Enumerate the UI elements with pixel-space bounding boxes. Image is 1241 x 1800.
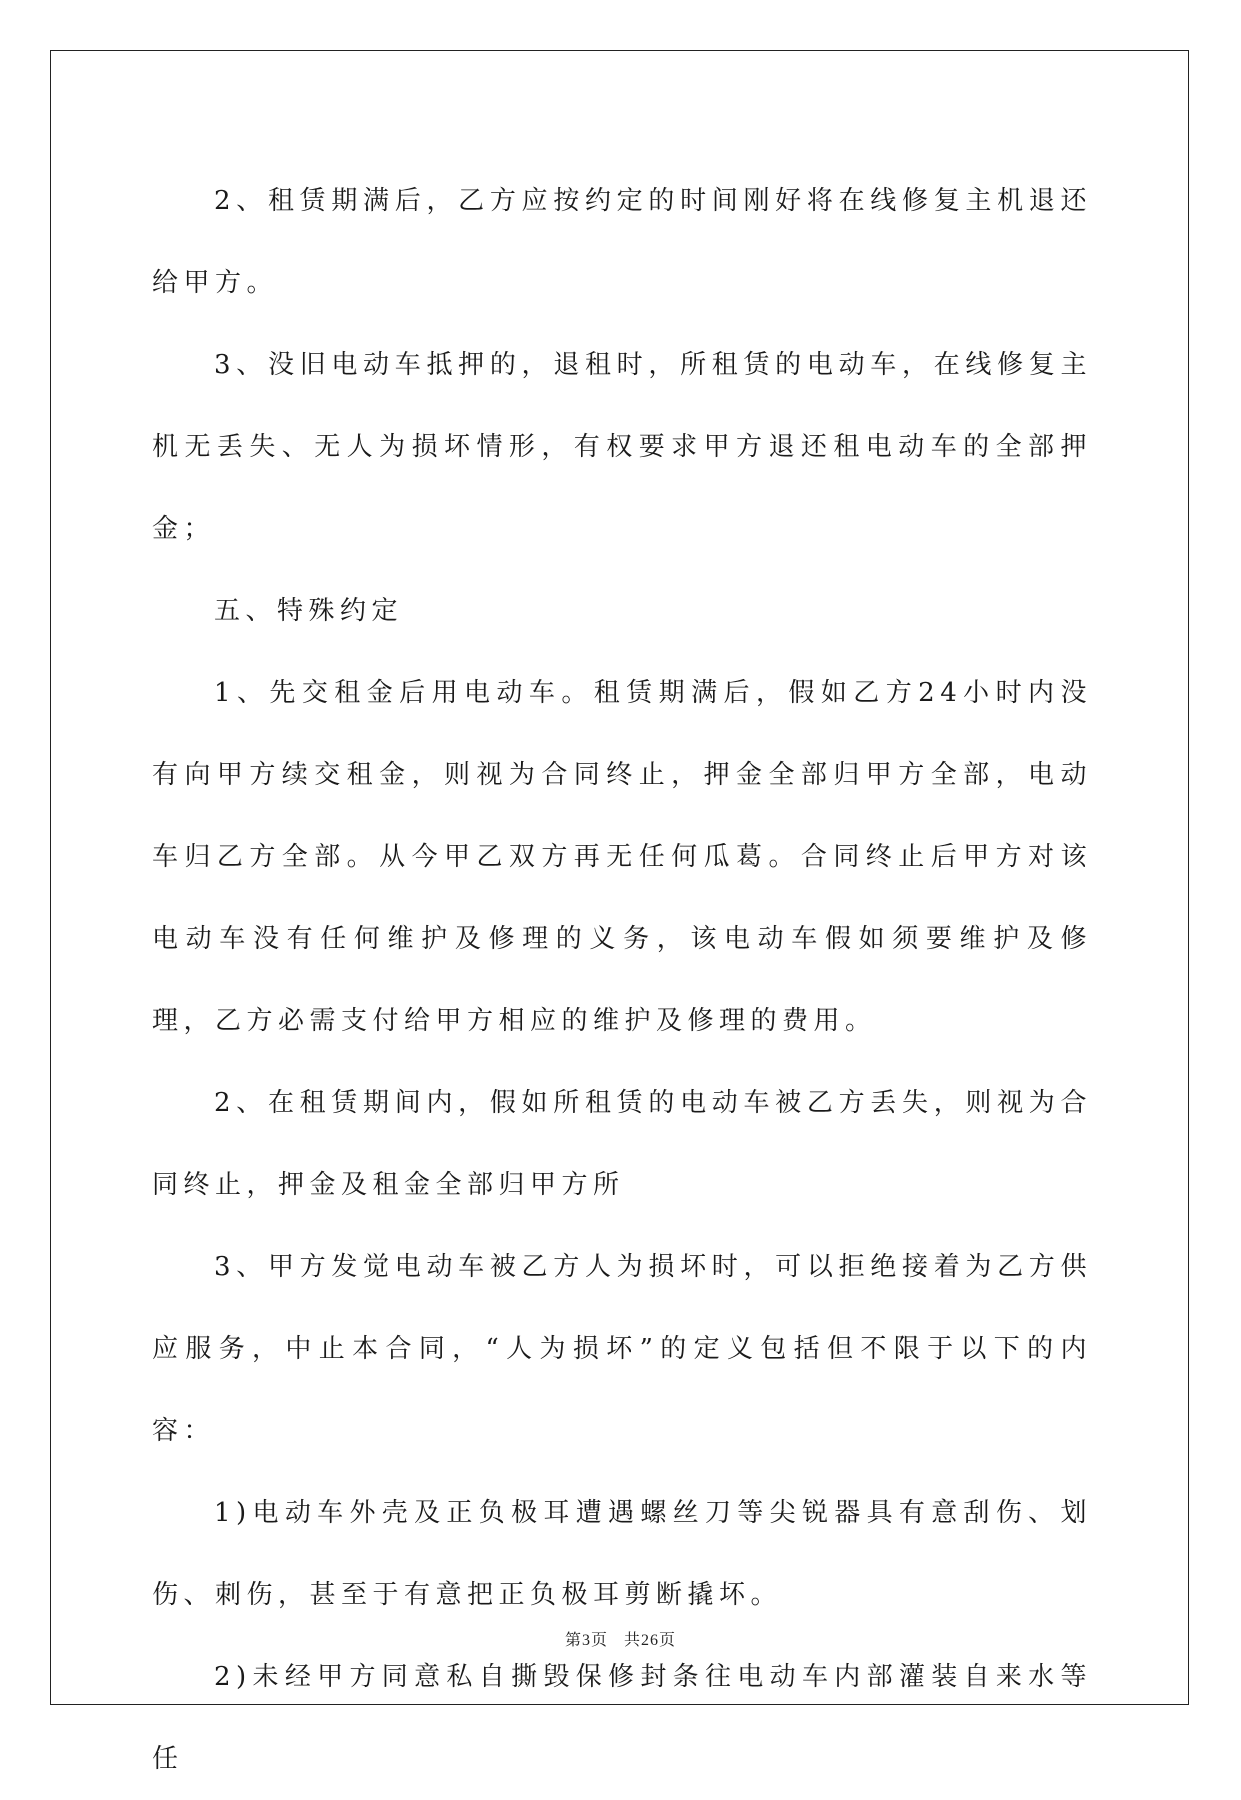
paragraph-rent-first: 1、先交租金后用电动车。租赁期满后，假如乙方24小时内没有向甲方续交租金，则视为合同终止，押金全部归甲方全部，电动车归乙方全部。从今甲乙双方再无任何瓜葛。合同终止后甲方对该电动车没有任何维护及修理的义务，该电动车假如须要维护及修理，乙方必需支付给甲方相应的维护及修理的费用。 <box>152 678 1092 1036</box>
section-heading-special-terms: 五、特殊约定 <box>214 596 404 626</box>
page-number: 第3页 <box>564 1632 608 1649</box>
total-pages: 共26页 <box>624 1632 677 1649</box>
page-footer <box>0 1627 1241 1650</box>
paragraph-deposit-refund: 3、没旧电动车抵押的，退租时，所租赁的电动车，在线修复主机无丢失、无人为损坏情形，有权要求甲方退还租电动车的全部押金； <box>152 350 1092 544</box>
paragraph-damage-item-1: 1)电动车外壳及正负极耳遭遇螺丝刀等尖锐器具有意刮伤、划伤、刺伤，甚至于有意把正负极耳剪断撬坏。 <box>152 1498 1092 1610</box>
paragraph-lost-vehicle: 2、在租赁期间内，假如所租赁的电动车被乙方丢失，则视为合同终止，押金及租金全部归甲方所 <box>152 1088 1092 1200</box>
document-body <box>152 160 1092 1800</box>
paragraph-damage-definition: 3、甲方发觉电动车被乙方人为损坏时，可以拒绝接着为乙方供应服务，中止本合同，“人为损坏”的定义包括但不限于以下的内容： <box>152 1252 1092 1446</box>
paragraph-damage-item-2: 2)未经甲方同意私自撕毁保修封条往电动车内部灌装自来水等任 <box>152 1662 1092 1774</box>
paragraph-return-host: 2、租赁期满后，乙方应按约定的时间刚好将在线修复主机退还给甲方。 <box>152 186 1092 298</box>
